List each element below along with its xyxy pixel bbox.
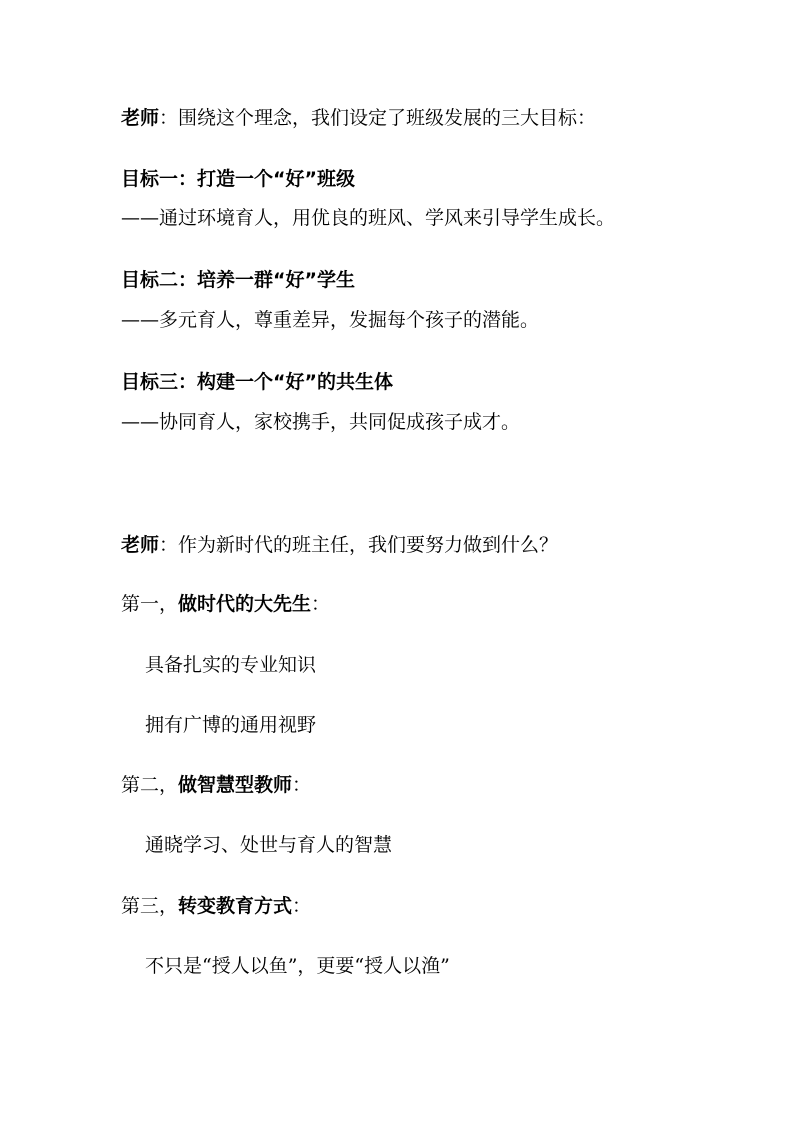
goal-1-title: 目标一：打造一个“好”班级 [121,168,355,190]
goal-3-desc: ——协同育人，家校携手，共同促成孩子成才。 [121,411,521,433]
point-3-item-1: 不只是“授人以鱼”，更要“授人以渔” [145,955,450,977]
point-colon: ： [292,895,312,917]
point-colon: ： [311,593,331,615]
point-ordinal: 第二， [121,774,179,796]
speaker-label: 老师 [121,534,160,556]
goal-1-desc: ——通过环境育人，用优良的班风、学风来引导学生成长。 [121,207,616,229]
point-1-item-2: 拥有广博的通用视野 [145,714,317,736]
intro-text: ：围绕这个理念，我们设定了班级发展的三大目标： [159,107,597,129]
speaker-label: 老师 [121,107,160,129]
point-1-item-1: 具备扎实的专业知识 [145,654,317,676]
question-text: ：作为新时代的班主任，我们要努力做到什么？ [159,534,559,556]
point-ordinal: 第三， [121,895,179,917]
teacher-intro-line [121,106,596,130]
teacher-question-line [121,533,558,557]
point-2-line [121,773,311,797]
goal-2-title: 目标二：培养一群“好”学生 [121,269,355,291]
point-3-line [121,894,311,918]
point-colon: ： [292,774,312,796]
point-2-item-1: 通晓学习、处世与育人的智慧 [145,834,393,856]
point-heading: 转变教育方式 [178,895,293,917]
point-1-line [121,592,330,616]
point-heading: 做智慧型教师 [178,774,293,796]
point-ordinal: 第一， [121,593,179,615]
point-heading: 做时代的大先生 [178,593,312,615]
goal-3-title: 目标三：构建一个“好”的共生体 [121,371,393,393]
goal-2-desc: ——多元育人，尊重差异，发掘每个孩子的潜能。 [121,309,540,331]
